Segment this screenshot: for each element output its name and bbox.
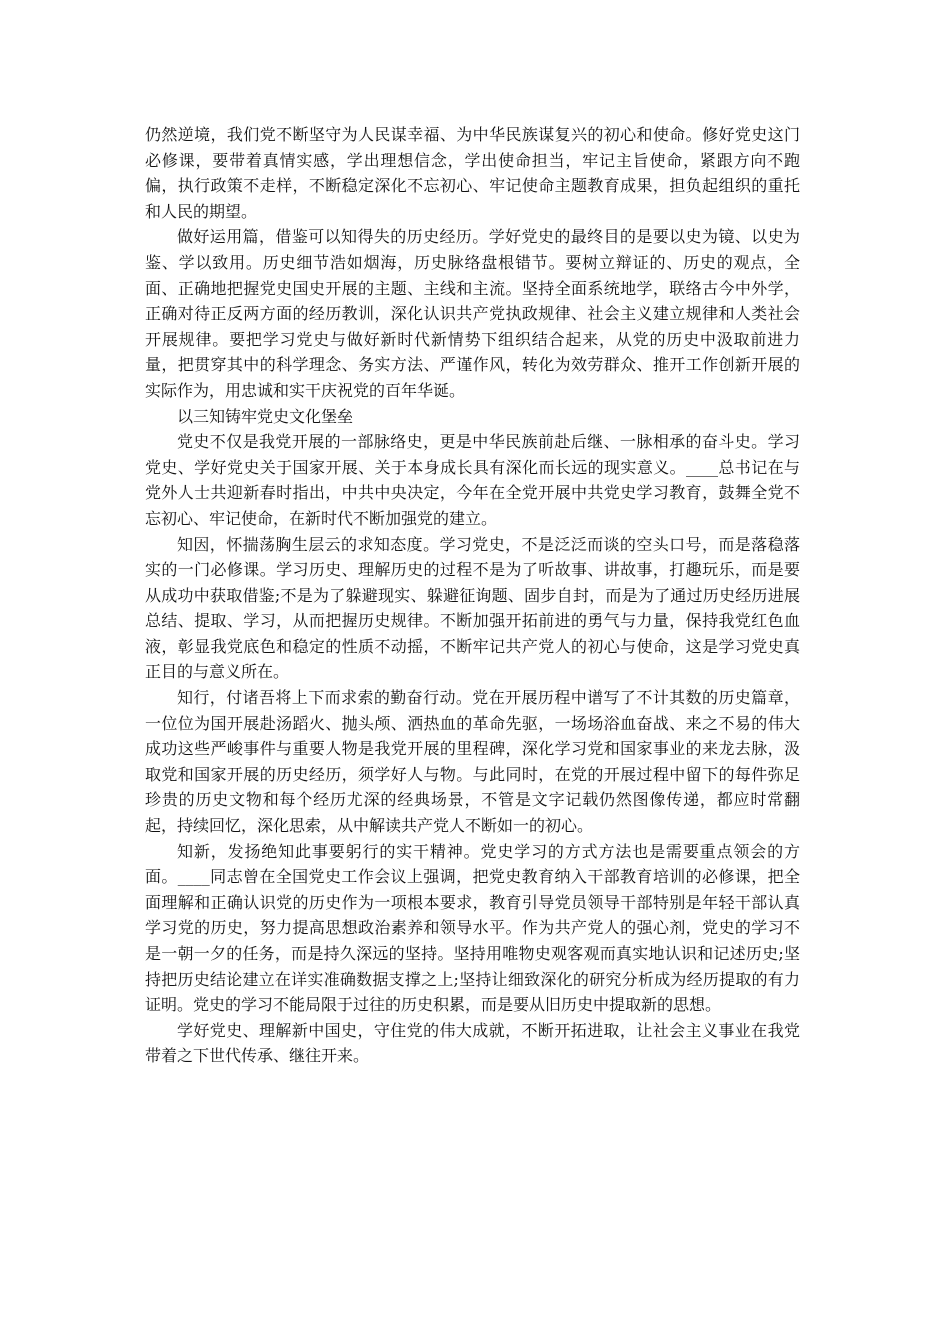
paragraph-application: 做好运用篇，借鉴可以知得失的历史经历。学好党史的最终目的是要以史为镜、以史为鉴、学以致用。历史细节浩如烟海，历史脉络盘根错节。要树立辩证的、历史的观点，全面、正确地把握党史国史开展的主题、主线和主流。坚持全面系统地学，联络古今中外学，正确对待正反两方面的经历教训，深化认识共产党执政规律、社会主义建立规律和人类社会开展规律。要把学习党史与做好新时代新情势下组织结合起来，从党的历史中汲取前进力量，把贯穿其中的科学理念、务实方法、严谨作风，转化为效劳群众、推开工作创新开展的实际作为，用忠诚和实干庆祝党的百年华诞。 [145, 227, 800, 400]
paragraph-continuation: 仍然逆境，我们党不断坚守为人民谋幸福、为中华民族谋复兴的初心和使命。修好党史这门必修课，要带着真情实感，学出理想信念，学出使命担当，牢记主旨使命，紧跟方向不跑偏，执行政策不走样，不断稳定深化不忘初心、牢记使命主题教育成果，担负起组织的重托和人民的期望。 [145, 125, 800, 221]
document-page [145, 122, 800, 1069]
paragraph-know-new: 知新，发扬绝知此事要躬行的实干精神。党史学习的方式方法也是需要重点领会的方面。____同志曾在全国党史工作会议上强调，把党史教育纳入干部教育培训的必修课，把全面理解和正确认识党的历史作为一项根本要求，教育引导党员领导干部特别是年轻干部认真学习党的历史，努力提高思想政治素养和领导水平。作为共产党人的强心剂，党史的学习不是一朝一夕的任务，而是持久深远的坚持。坚持用唯物史观客观而真实地认识和记述历史;坚持把历史结论建立在详实准确数据支撑之上;坚持让细致深化的研究分析成为经历提取的有力证明。党史的学习不能局限于过往的历史积累，而是要从旧历史中提取新的思想。 [145, 841, 800, 1015]
section-title: 以三知铸牢党史文化堡垒 [177, 406, 354, 426]
paragraph-conclusion: 学好党史、理解新中国史，守住党的伟大成就，不断开拓进取，让社会主义事业在我党带着之下世代传承、继往开来。 [145, 1020, 800, 1066]
paragraph-know-action: 知行，付诸吾将上下而求索的勤奋行动。党在开展历程中谱写了不计其数的历史篇章，一位位为国开展赴汤蹈火、抛头颅、洒热血的革命先驱，一场场浴血奋战、来之不易的伟大成功这些严峻事件与重要人物是我党开展的里程碑，深化学习党和国家事业的来龙去脉，汲取党和国家开展的历史经历，须学好人与物。与此同时，在党的开展过程中留下的每件弥足珍贵的历史文物和每个经历尤深的经典场景，不管是文字记载仍然图像传递，都应时常翻起，持续回忆，深化思索，从中解读共产党人不断如一的初心。 [145, 688, 800, 836]
paragraph-intro: 党史不仅是我党开展的一部脉络史，更是中华民族前赴后继、一脉相承的奋斗史。学习党史、学好党史关于国家开展、关于本身成长具有深化而长远的现实意义。____总书记在与党外人士共迎新春时指出，中共中央决定，今年在全党开展中共党史学习教育，鼓舞全党不忘初心、牢记使命，在新时代不断加强党的建立。 [145, 432, 800, 528]
paragraph-know-cause: 知因，怀揣荡胸生层云的求知态度。学习党史，不是泛泛而谈的空头口号，而是落稳落实的一门必修课。学习历史、理解历史的过程不是为了听故事、讲故事，打趣玩乐，而是要从成功中获取借鉴;不是为了躲避现实、躲避征询题、固步自封，而是为了通过历史经历进展总结、提取、学习，从而把握历史规律。不断加强开拓前进的勇气与力量，保持我党红色血液，彰显我党底色和稳定的性质不动摇，不断牢记共产党人的初心与使命，这是学习党史真正目的与意义所在。 [145, 534, 800, 682]
